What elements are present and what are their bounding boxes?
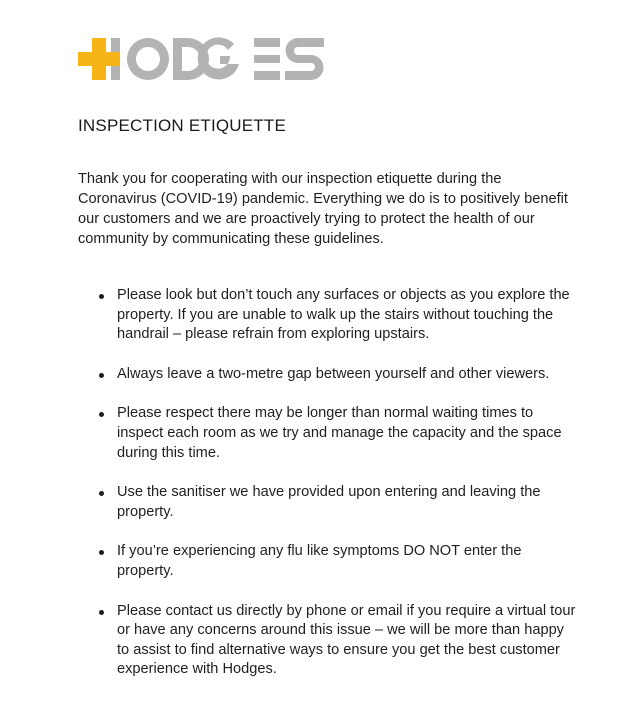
guideline-text: Please contact us directly by phone or email if you require a virtual tour or have any concerns around this issue – we will be more than happy to assist to find alternative ways to ensure you get the best customer experience with Hodges. [117,602,576,678]
guideline-text: Please respect there may be longer than normal waiting times to inspect each room as we try and manage the capacity and the space during this time. [117,405,562,461]
guideline-item [78,483,578,522]
guideline-text: Please look but don’t touch any surfaces or objects as you explore the property. If you are unable to walk up the stairs without touching the handrail – please refrain from exploring upstairs. [117,287,570,343]
bullet-dot-icon [99,550,104,555]
guideline-item [78,404,578,463]
page-title: INSPECTION ETIQUETTE [78,116,287,135]
bullet-dot-icon [99,610,104,615]
guideline-text: Always leave a two-metre gap between yourself and other viewers. [117,365,550,382]
guideline-item [78,542,578,581]
guidelines-list [78,286,578,700]
guideline-text: Use the sanitiser we have provided upon entering and leaving the property. [117,484,541,520]
guideline-text: If you’re experiencing any flu like symptoms DO NOT enter the property. [117,543,522,579]
guideline-item [78,602,578,680]
bullet-dot-icon [99,294,104,299]
hodges-logo [78,34,328,84]
guideline-item [78,365,578,385]
bullet-dot-icon [99,491,104,496]
intro-paragraph: Thank you for cooperating with our inspection etiquette during the Coronavirus (COVID-19) pandemic. Everything we do is to positively benefit our customers and we are proactively trying to protect the health of our community by communicating these guidelines. [78,171,568,247]
bullet-dot-icon [99,412,104,417]
bullet-dot-icon [99,373,104,378]
guideline-item [78,286,578,345]
